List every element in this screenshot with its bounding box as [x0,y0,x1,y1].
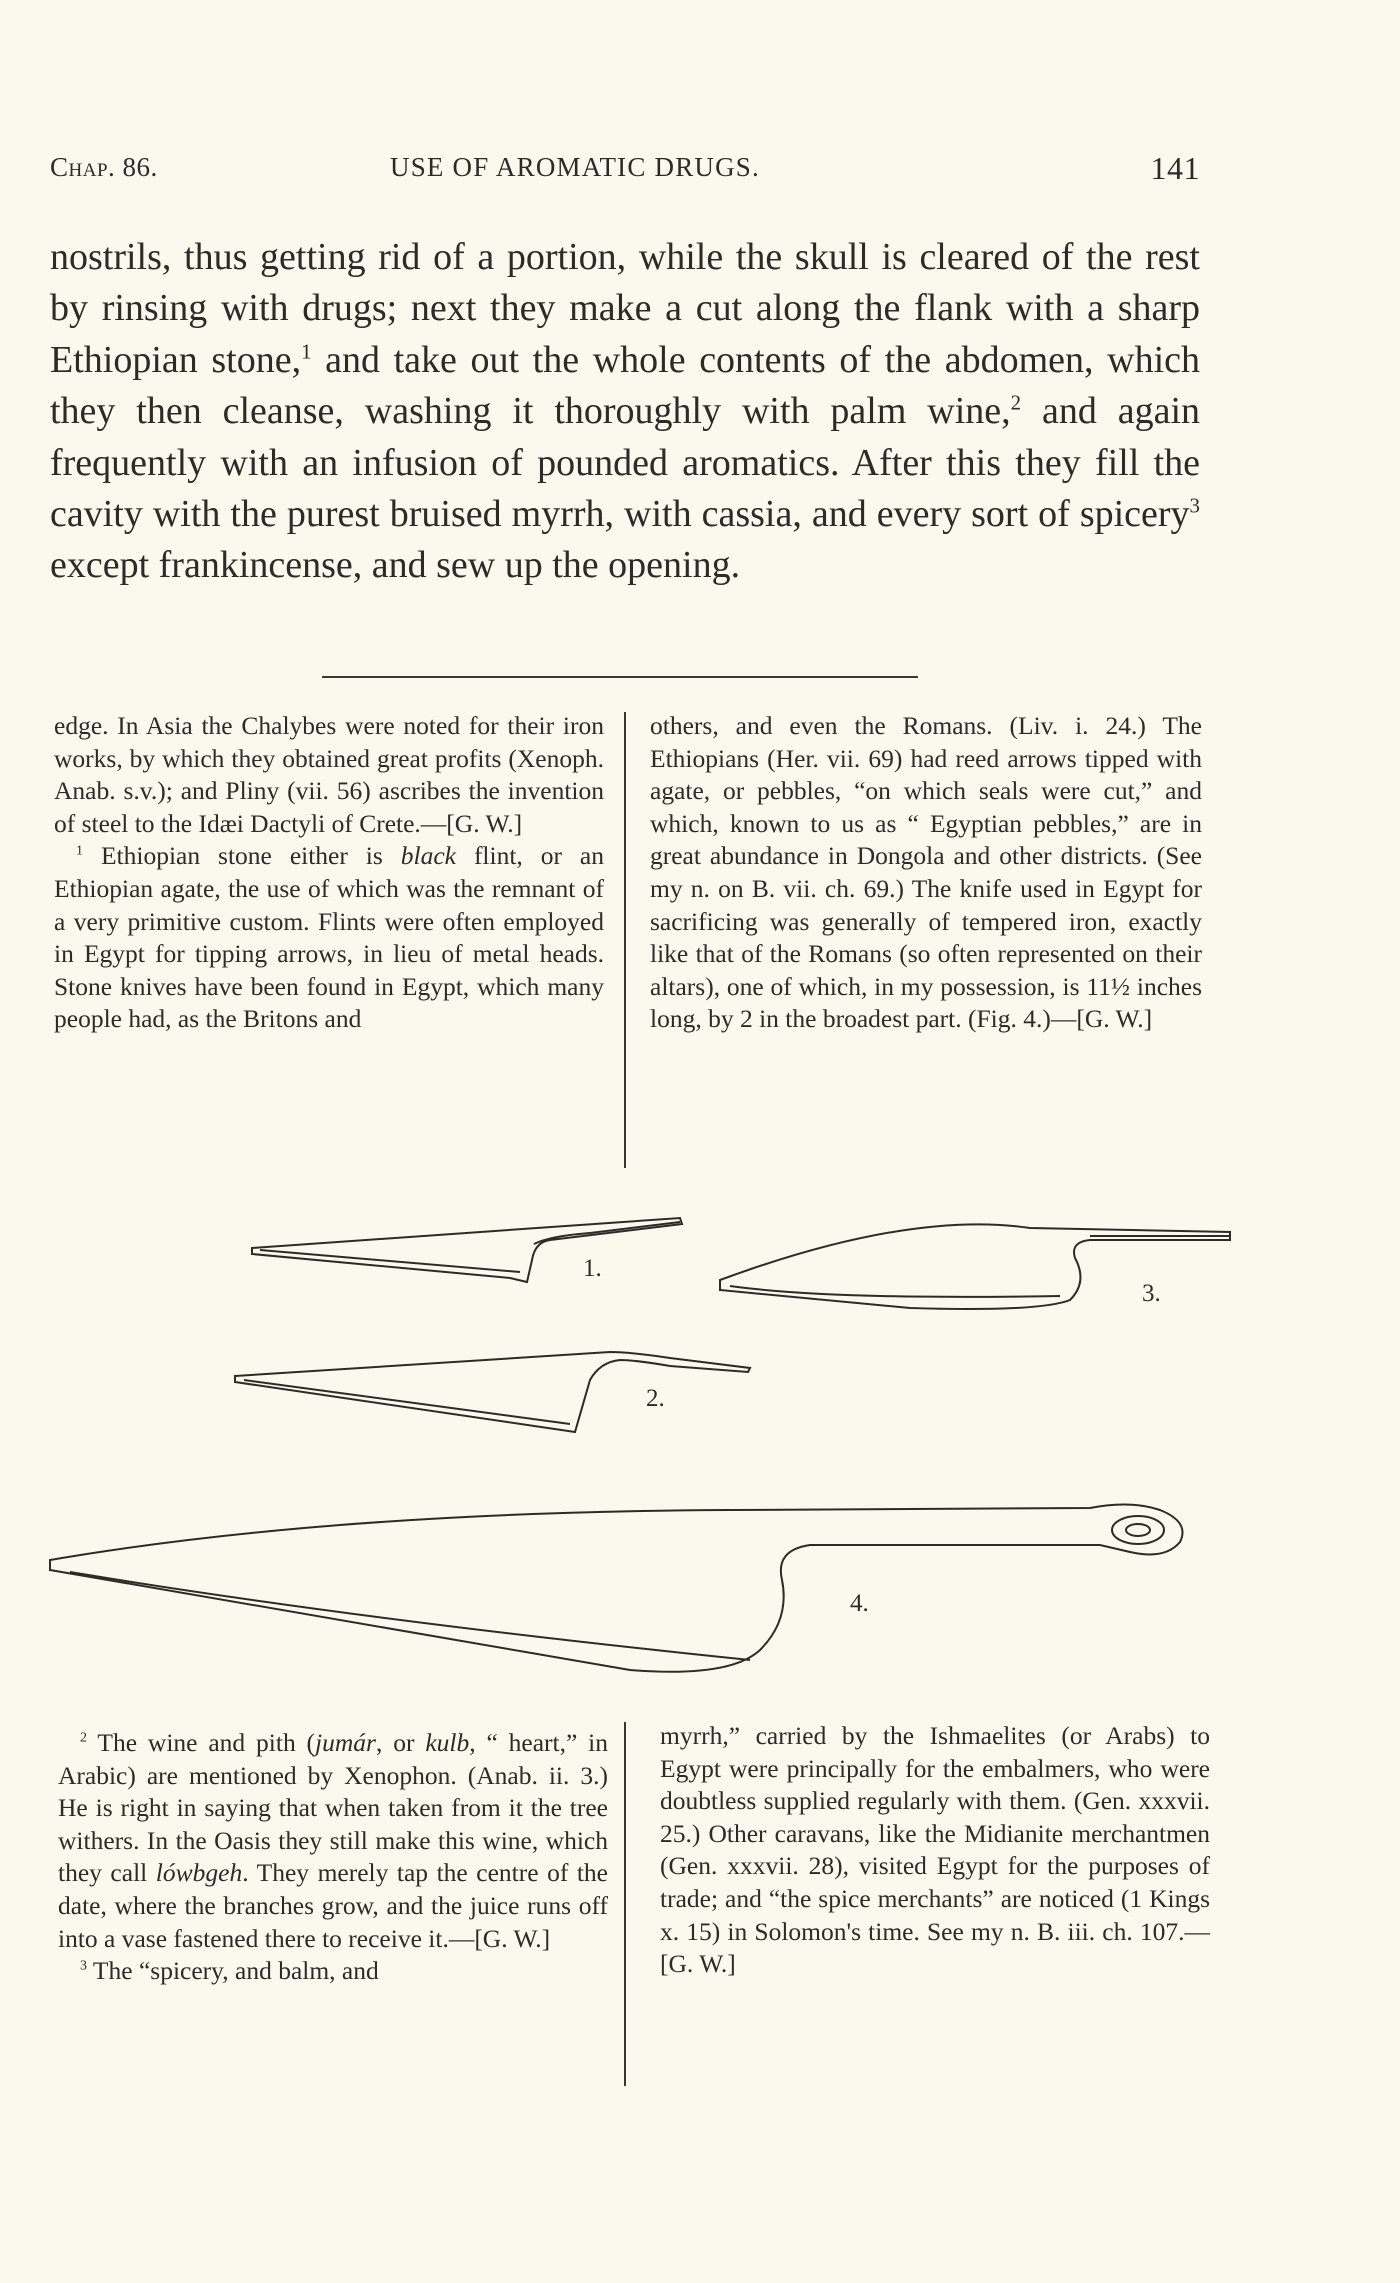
knives-figure [30,1200,1240,1720]
page-number: 141 [1150,150,1200,186]
footnote-text: , “ heart,” in Arabic) are mentioned by Xenophon. (Anab. ii. 3.) He is right in saying that when taken from it the tree withers. In the Oasis they still make this wine, which they call [58,1728,608,1888]
footnote-italic: black [400,841,456,871]
column-divider [624,1722,626,2086]
footnote-italic: jumár [315,1728,376,1757]
footnote-text: , or [375,1728,426,1757]
footnote-ref-2: 2 [1010,390,1022,415]
footnote-text: Ethiopian stone either is [83,841,401,871]
footnote-1 [54,840,604,1036]
footnote-text: The “spicery, and balm, and [87,1956,379,1986]
footnote-continuation: edge. In Asia the Chalybes were noted for their iron works, by which they obtained great profits (Xenoph. Anab. s.v.); and Pliny (vii. 56) ascribes the invention of steel to the Idæi Dactyli of Crete.—[G. W.] [54,711,604,838]
footnote-ref-3: 3 [1189,493,1200,518]
separator-rule [322,676,918,678]
footnote-3 [58,1955,608,1988]
main-text-part: and take out the whole contents of the abdomen, which they then cleanse, washing it thoroughly with palm wine, [50,338,1200,433]
main-text [50,232,1200,592]
footnote-3-continuation: myrrh,” carried by the Ishmaelites (or Arabs) to Egypt were principally for the embalmers, who were doubtless supplied regularly with them. (Gen. xxxvii. 25.) Other caravans, like the Midianite merchantmen (Gen. xxxvii. 28), visited Egypt for the purposes of trade; and “the spice merchants” are noticed (1 Kings x. 15) in Solomon's time. See my n. B. iii. ch. 107.—[G. W.] [660,1721,1210,1979]
page-title: USE OF AROMATIC DRUGS. [390,152,760,182]
footnotes-top-right [650,710,1202,1036]
figure-label-3: 3. [1142,1280,1161,1307]
footnote-marker: 1 [76,843,84,859]
figure-label-1: 1. [583,1255,602,1282]
footnote-ref-1: 1 [301,339,312,364]
footnote-2 [58,1727,608,1955]
figure-label-2: 2. [646,1385,665,1412]
knife-4 [50,1504,1183,1671]
fraction: ½ [1110,971,1131,1001]
footnote-text: . They merely tap the centre of the date, where the branches grow, and the juice runs off into a vase fastened there to receive it.—[G. W.] [58,1858,608,1953]
knife-2 [235,1352,750,1432]
footnotes-top-left [54,710,604,1036]
main-text-part: nostrils, thus getting rid of a portion, while the skull is cleared of the rest by rinsing with drugs; next they make a cut along the flank with a sharp Ethiopian stone, [50,236,1200,381]
main-text-part: and again frequently with an infusion of pounded aromatics. After this they fill the cavity with the purest bruised myrrh, with cassia, and every sort of spicery [50,390,1201,536]
figure-label-4: 4. [850,1590,869,1617]
footnote-text: The wine and pith ( [87,1728,316,1757]
footnote-text: others, and even the Romans. (Liv. i. 24.) The Ethiopians (Her. vii. 69) had reed arrows tipped with agate, or pebbles, “on which seals were cut,” and which, known to us as “ Egyptian pebbles,” are in great abundance in Dongola and other districts. (See my n. on B. vii. ch. 69.) The knife used in Egypt for sacrificing was generally of tempered iron, exactly like that of the Romans (so often represented on their altars), one of which, in my possession, is 11 [650,711,1202,1001]
footnotes-bottom-left [58,1727,608,1988]
knife-1 [252,1218,682,1282]
column-divider [624,712,626,1168]
running-head [50,152,1200,186]
footnote-marker: 2 [80,1730,88,1746]
main-text-part: except frankincense, and sew up the opening. [50,544,741,587]
footnote-italic: kulb [425,1728,470,1757]
footnote-text: flint, or an Ethiopian agate, the use of which was the remnant of a very primitive custom. Flints were often employed in Egypt for tipping arrows, in lieu of metal heads. Stone knives have been found in Egypt, which many people had, as the Britons and [54,841,605,1034]
footnote-italic: lówbgeh [155,1858,243,1888]
footnotes-bottom-right [660,1720,1210,1981]
chapter-label: Chap. 86. [50,152,158,182]
main-paragraph [50,232,1200,592]
footnote-continuation-right [650,710,1202,1036]
knives-illustration [30,1200,1240,1720]
footnote-text: inches long, by 2 in the broadest part. (Fig. 4.)—[G. W.] [650,971,1203,1034]
footnote-marker: 3 [80,1958,88,1974]
